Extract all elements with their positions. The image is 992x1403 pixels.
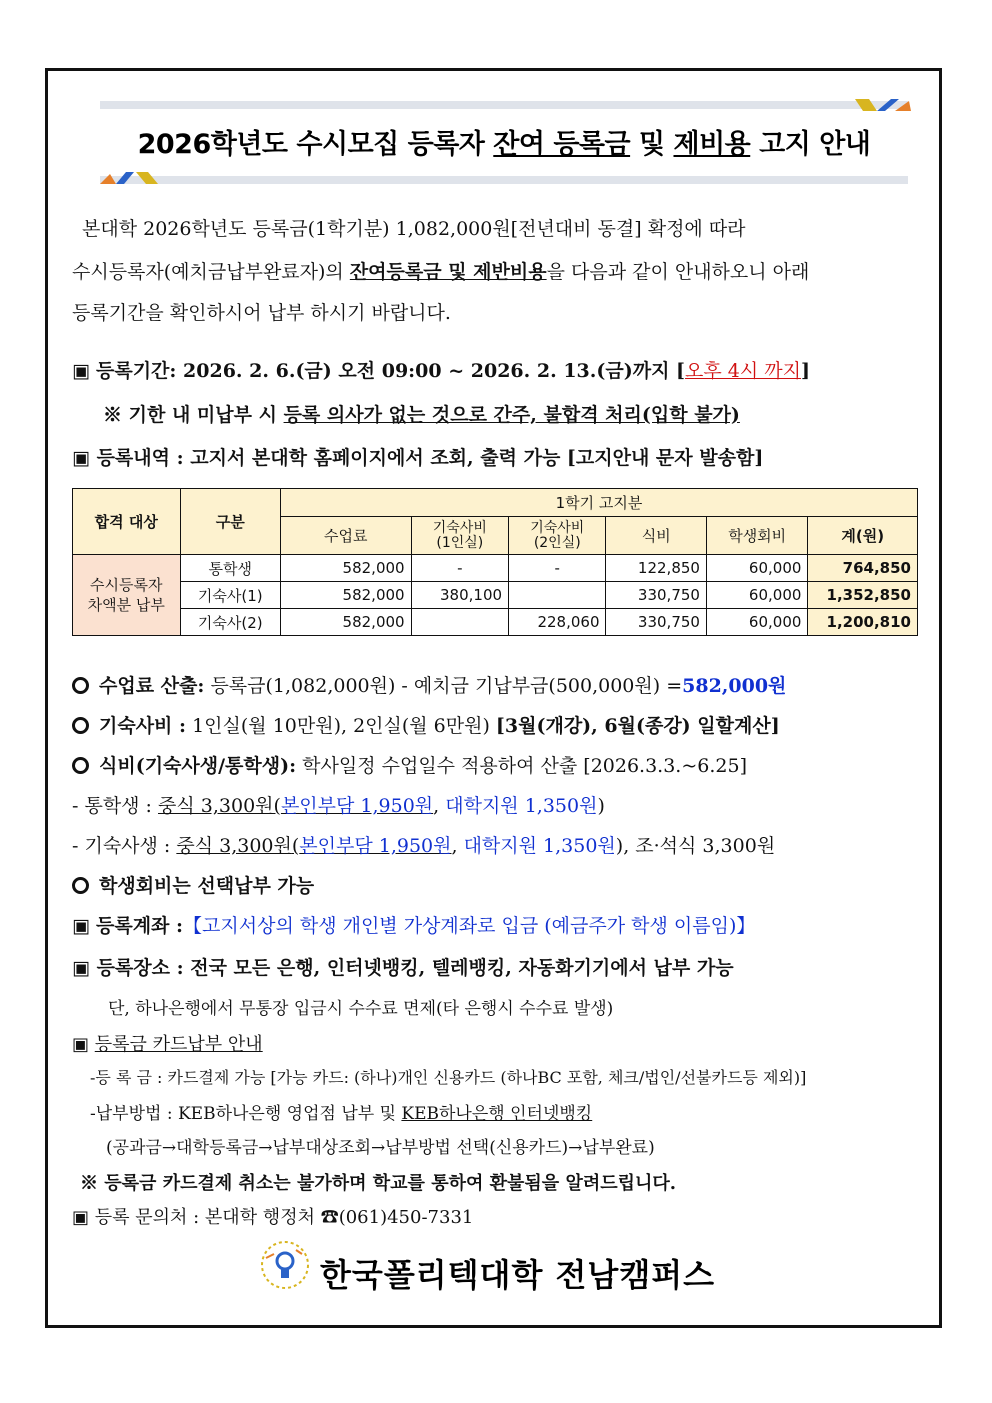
deadline-note: 오후 4시 까지 xyxy=(685,360,801,382)
card-line-2: -납부방법 : KEB하나은행 영업점 납부 및 KEB하나은행 인터넷뱅킹 xyxy=(90,1104,593,1124)
college-logo-icon xyxy=(260,1240,310,1290)
row-label: 기숙사(2) xyxy=(180,609,280,636)
title-corner-ornament-top xyxy=(855,99,911,113)
card-line-1: -등 록 금 : 카드결제 가능 [가능 카드: (하나)개인 신용카드 (하나BC 포함, 체크/법인/선불카드등 제외)] xyxy=(90,1068,807,1087)
cell-tuition: 582,000 xyxy=(280,582,411,609)
cell-dorm1: - xyxy=(411,555,508,582)
council-fee-note: 학생회비는 선택납부 가능 xyxy=(72,871,314,898)
cell-dorm2: 228,060 xyxy=(509,609,606,636)
intro-line-2: 수시등록자(예치금납부완료자)의 잔여등록금 및 제반비용을 다음과 같이 안내하오니 아래 xyxy=(72,261,810,283)
cell-dorm2: - xyxy=(509,555,606,582)
meal-fee: 식비(기숙사생/통학생): 학사일정 수업일수 적용하여 산출 [2026.3.3.~6.25] xyxy=(72,751,747,778)
row-label: 통학생 xyxy=(180,555,280,582)
registration-detail: ▣ 등록내역 : 고지서 본대학 홈페이지에서 조회, 출력 가능 [고지안내 문자 발송함] xyxy=(72,447,764,469)
title-top-bar xyxy=(100,101,908,109)
table-row xyxy=(73,582,918,609)
card-line-3: (공과금→대학등록금→납부대상조회→납부방법 선택(신용카드)→납부완료) xyxy=(106,1138,655,1158)
commuter-meal: - 통학생 : 중식 3,300원(본인부담 1,950원, 대학지원 1,350원) xyxy=(72,795,605,817)
cell-total: 764,850 xyxy=(808,555,918,582)
col-dorm-double: 기숙사비 (2인실) xyxy=(509,517,606,555)
header-semester: 1학기 고지분 xyxy=(280,489,917,517)
fee-table xyxy=(72,488,918,636)
title-corner-ornament-bottom xyxy=(100,172,158,186)
tuition-calc: 수업료 산출: 등록금(1,082,000원) - 예치금 기납부금(500,000원) =582,000원 xyxy=(72,671,786,698)
title-bottom-bar xyxy=(100,176,908,184)
bullet-circle-icon xyxy=(72,677,89,694)
cell-total: 1,352,850 xyxy=(808,582,918,609)
bullet-circle-icon xyxy=(72,877,89,894)
registration-place: ▣ 등록장소 : 전국 모든 은행, 인터넷뱅킹, 텔레뱅킹, 자동화기기에서 납부 가능 xyxy=(72,957,734,979)
place-sub-note: 단, 하나은행에서 무통장 입금시 수수료 면제(타 은행시 수수료 발생) xyxy=(108,999,614,1019)
col-council: 학생회비 xyxy=(706,517,807,555)
col-dorm-single: 기숙사비 (1인실) xyxy=(411,517,508,555)
cell-council: 60,000 xyxy=(706,609,807,636)
registration-account: ▣ 등록계좌 :【고지서상의 학생 개인별 가상계좌로 입금 (예금주가 학생 이름임)】 xyxy=(72,915,756,937)
registration-period: ▣ 등록기간: 2026. 2. 6.(금) 오전 09:00 ~ 2026. 2. 13.(금)까지 [오후 4시 까지] xyxy=(72,360,810,382)
header-category: 구분 xyxy=(180,489,280,555)
col-meal: 식비 xyxy=(606,517,706,555)
cell-meal: 330,750 xyxy=(606,582,706,609)
col-total: 계(원) xyxy=(808,517,918,555)
bullet-circle-icon xyxy=(72,717,89,734)
dorm-fee: 기숙사비 : 1인실(월 10만원), 2인실(월 6만원) [3월(개강), 6월(종강) 일할계산] xyxy=(72,711,780,738)
page-title: 2026학년도 수시모집 등록자 잔여 등록금 및 제비용 고지 안내 xyxy=(137,129,871,160)
col-tuition: 수업료 xyxy=(280,517,411,555)
cell-tuition: 582,000 xyxy=(280,609,411,636)
intro-line-3: 등록기간을 확인하시어 납부 하시기 바랍니다. xyxy=(72,302,451,324)
bullet-circle-icon xyxy=(72,757,89,774)
card-title: ▣ 등록금 카드납부 안내 xyxy=(72,1034,263,1055)
cell-dorm1: 380,100 xyxy=(411,582,508,609)
group-label: 수시등록자 차액분 납부 xyxy=(73,555,181,636)
table-row xyxy=(73,555,918,582)
header-target: 합격 대상 xyxy=(73,489,181,555)
cell-council: 60,000 xyxy=(706,582,807,609)
dorm-student-meal: - 기숙사생 : 중식 3,300원(본인부담 1,950원, 대학지원 1,350원), 조·석식 3,300원 xyxy=(72,835,776,857)
cell-dorm1 xyxy=(411,609,508,636)
row-label: 기숙사(1) xyxy=(180,582,280,609)
college-name: 한국폴리텍대학 전남캠퍼스 xyxy=(320,1256,716,1294)
cell-meal: 122,850 xyxy=(606,555,706,582)
late-payment-notice: ※ 기한 내 미납부 시 등록 의사가 없는 것으로 간주, 불합격 처리(입학 불가) xyxy=(103,404,740,426)
intro-line-1: 본대학 2026학년도 등록금(1학기분) 1,082,000원[전년대비 동결] 확정에 따라 xyxy=(82,218,746,240)
cell-meal: 330,750 xyxy=(606,609,706,636)
table-row xyxy=(73,609,918,636)
cell-total: 1,200,810 xyxy=(808,609,918,636)
contact: ▣ 등록 문의처 : 본대학 행정처 ☎(061)450-7331 xyxy=(72,1207,474,1228)
phone-number: ☎(061)450-7331 xyxy=(320,1207,474,1228)
cell-dorm2 xyxy=(509,582,606,609)
cell-tuition: 582,000 xyxy=(280,555,411,582)
card-warning: ※ 등록금 카드결제 취소는 불가하며 학교를 통하여 환불됨을 알려드립니다. xyxy=(80,1173,677,1194)
cell-council: 60,000 xyxy=(706,555,807,582)
